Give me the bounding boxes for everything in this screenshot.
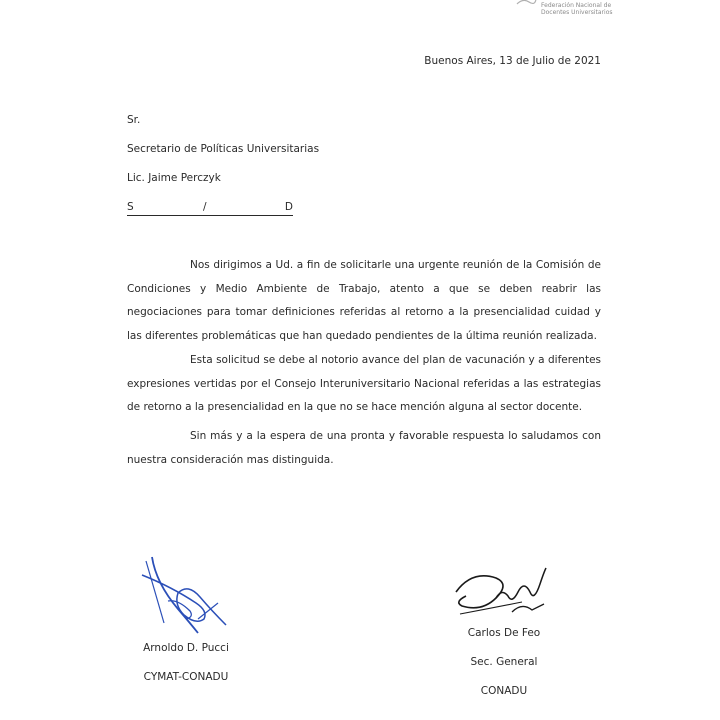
letter-date: Buenos Aires, 13 de Julio de 2021 bbox=[424, 55, 601, 67]
signer-right-org: CONADU bbox=[480, 685, 528, 697]
recipient-salutation: Sr. bbox=[127, 114, 141, 126]
letterhead bbox=[541, 2, 711, 16]
sd-right: D bbox=[284, 201, 293, 213]
signer-left-org: CYMAT-CONADU bbox=[143, 671, 229, 683]
letterhead-line-2: Docentes Universitarios bbox=[541, 9, 613, 16]
signer-left-name: Arnoldo D. Pucci bbox=[143, 642, 229, 654]
signature-defeo-icon bbox=[452, 562, 552, 624]
sd-left: S bbox=[127, 201, 134, 213]
body-paragraph-2: Esta solicitud se debe al notorio avance del plan de vacunación y a diferentes expresiones vertidas por el Consejo Interuniversitario Nacional referidas a las estrategias de retorno a la presencialidad en la que no se hace mención alguna al sector docente. bbox=[127, 354, 601, 413]
signer-right-role: Sec. General bbox=[470, 656, 538, 668]
signature-pucci-icon bbox=[138, 553, 234, 637]
sd-line bbox=[127, 201, 293, 216]
recipient-name: Lic. Jaime Perczyk bbox=[127, 172, 221, 184]
body-paragraph-3: Sin más y a la espera de una pronta y favorable respuesta lo saludamos con nuestra consideración mas distinguida. bbox=[127, 430, 601, 466]
signer-right-name: Carlos De Feo bbox=[467, 627, 541, 639]
federation-logo-icon bbox=[515, 0, 537, 6]
letterhead-line-1: Federación Nacional de bbox=[541, 2, 612, 9]
body-paragraph-1: Nos dirigimos a Ud. a fin de solicitarle una urgente reunión de la Comisión de Condiciones y Medio Ambiente de Trabajo, atento a que se deben reabrir las negociaciones para tomar definiciones referidas al retorno a la presencialidad cuidad y las diferentes problemáticas que han quedado pendientes de la última reunión realizada. bbox=[127, 259, 601, 342]
recipient-position: Secretario de Políticas Universitarias bbox=[127, 143, 320, 155]
sd-slash: / bbox=[203, 201, 207, 213]
